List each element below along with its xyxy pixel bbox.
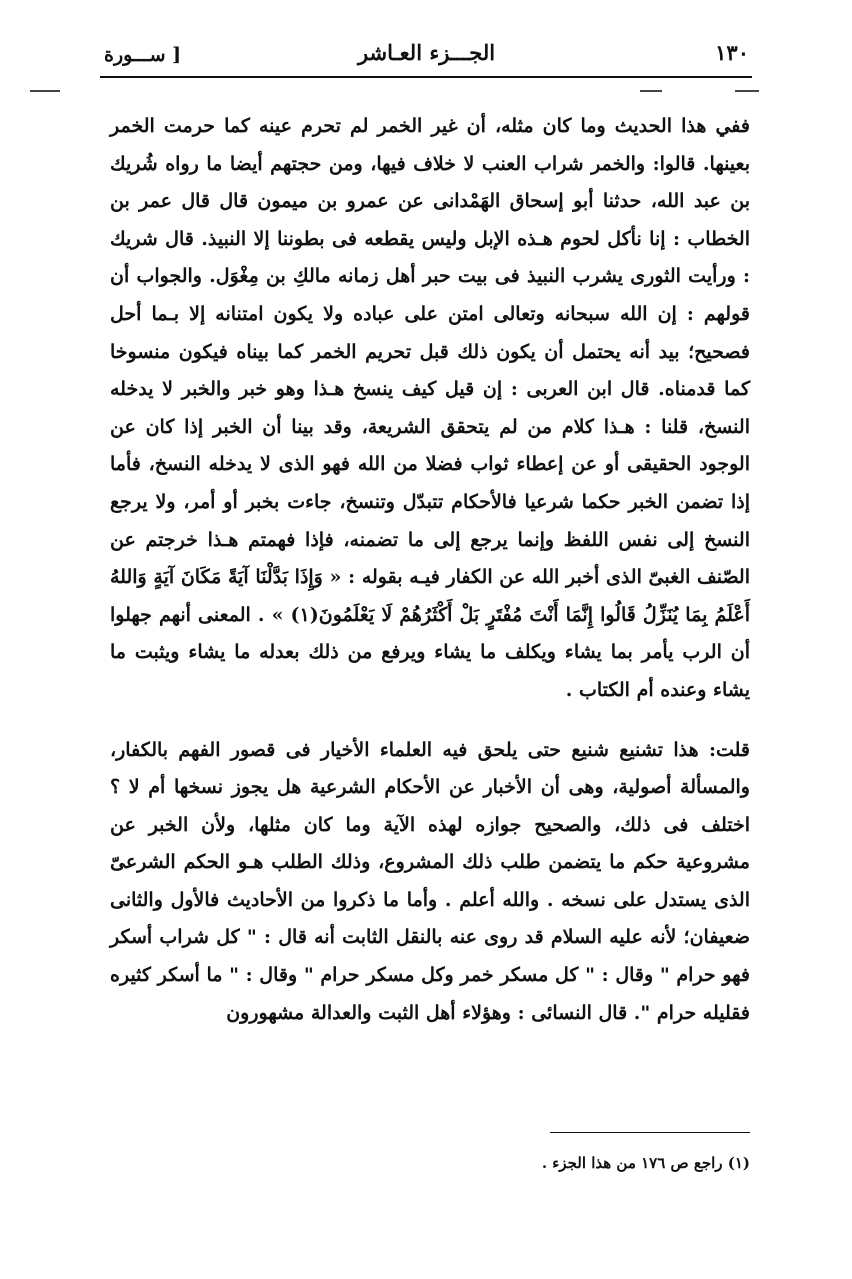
margin-mark bbox=[735, 90, 759, 92]
footnote: (١) راجع ص ١٧٦ من هذا الجزء . bbox=[541, 1154, 750, 1172]
margin-mark bbox=[640, 90, 662, 92]
running-header bbox=[104, 38, 749, 74]
paragraph: قلت: هذا تشنيع شنيع حتى يلحق فيه العلماء الأخيار فى قصور الفهم بالكفار، والمسألة أصولية، وهى أن الأخبار عن الأحكام الشرعية هل يجوز نسخها أم لا ؟ اختلف فى ذلك، والصحيح جوازه لهذه الآية وما كان مثلها، ولأن الخبر عن مشروعية حكم ما يتضمن طلب ذلك المشروع، وذلك الطلب هـو الحكم الشرعىّ الذى يستدل على نسخه . والله أعلم . وأما ما ذكروا من الأحاديث فالأول والثانى ضعيفان؛ لأنه عليه السلام قد روى عنه بالنقل الثابت أنه قال : " كل شراب أسكر فهو حرام " وقال : " كل مسكر خمر وكل مسكر حرام " وقال : " ما أسكر كثيره فقليله حرام ". قال النسائى : وهؤلاء أهل الثبت والعدالة مشهورون bbox=[110, 738, 750, 1024]
header-rule bbox=[100, 76, 752, 78]
page-number: ١٣٠ bbox=[715, 40, 749, 65]
sura-label: [ ســـورة bbox=[104, 44, 182, 66]
footnote-rule bbox=[550, 1132, 750, 1133]
margin-mark bbox=[30, 90, 60, 92]
paragraph: ففي هذا الحديث وما كان مثله، أن غير الخمر لم تحرم عينه كما حرمت الخمر بعينها. قالوا: والخمر شراب العنب لا خلاف فيها، ومن حجتهم أيضا ما رواه شُريك بن عبد الله، حدثنا أبو إسحاق الهَمْدانى عن عمرو بن ميمون قال قال عمر بن الخطاب : إنا نأكل لحوم هـذه الإبل وليس يقطعه فى بطوننا إلا النبيذ. قال شريك : ورأيت الثورى يشرب النبيذ فى بيت حبر أهل زمانه مالكِ بن مِغْوَل. والجواب أن قولهم : إن الله سبحانه وتعالى امتن على عباده ولا يكون امتنانه إلا بـما أحل فصحيح؛ بيد أنه يحتمل أن يكون ذلك قبل تحريم الخمر كما بيناه فيكون منسوخا كما قدمناه. قال ابن العربى : إن قيل كيف ينسخ هـذا وهو خبر والخبر لا يدخله النسخ، قلنا : هـذا كلام من لم يتحقق الشريعة، وقد بينا أن الخبر إذا كان عن الوجود الحقيقى أو عن إعطاء ثواب فضلا من الله فهو الذى لا يدخله النسخ، فأما إذا تضمن الخبر حكما شرعيا فالأحكام تتبدّل وتنسخ، جاءت بخبر أو أمر، ولا يرجع النسخ إلى نفس اللفظ وإنما يرجع إلى ما تضمنه، فإذا فهمتم هـذا خرجتم عن الصّنف الغبىّ الذى أخبر الله عن الكفار فيـه بقوله : « وَإِذَا بَدَّلْنَا آيَةً مَكَانَ آيَةٍ وَاللهُ أَعْلَمُ بِمَا يُنَزِّلُ قَالُوا إِنَّمَا أَنْتَ مُفْتَرٍ بَلْ أَكْثَرُهُمْ لَا يَعْلَمُونَ(١) » . المعنى أنهم جهلوا أن الرب يأمر بما يشاء ويكلف ما يشاء ويرفع من ذلك بعدله ما يشاء ويثبت ما يشاء وعنده أم الكتاب . bbox=[110, 115, 750, 701]
main-text bbox=[110, 108, 750, 1032]
part-title: الجـــزء العـاشر bbox=[357, 40, 496, 65]
